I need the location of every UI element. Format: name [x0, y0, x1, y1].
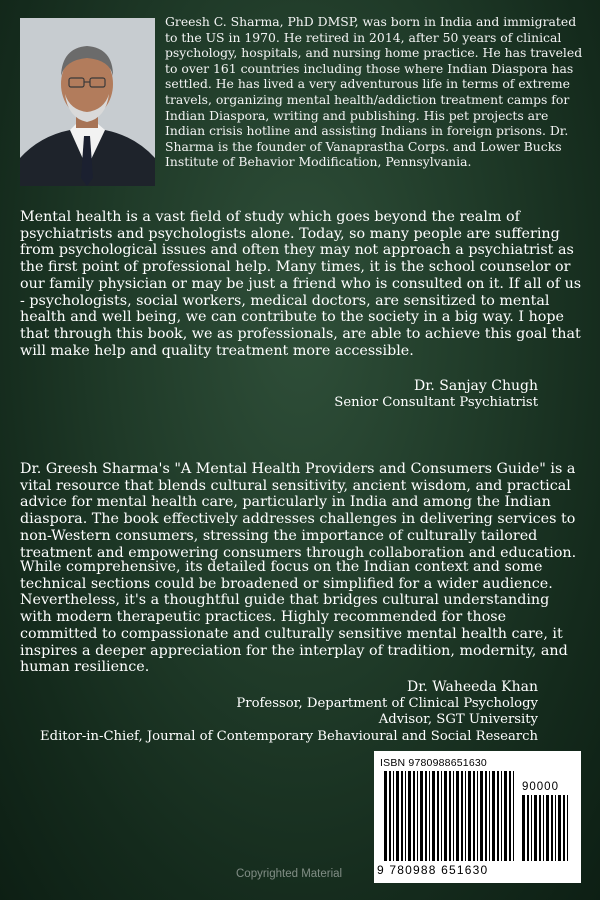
copyright-watermark: Copyrighted Material [236, 868, 343, 880]
endorser-title: Professor, Department of Clinical Psychology [236, 695, 538, 711]
isbn-digits: 9 780988 651630 [377, 863, 489, 877]
endorsement-2-signature [0, 679, 538, 745]
endorser-title: Advisor, SGT University [378, 712, 538, 727]
price-code: 90000 [522, 781, 559, 793]
author-bio: Greesh C. Sharma, PhD DMSP, was born in India and immigrated to the US in 1970. He retired in 2014, after 50 years of clinical psychology, hospitals, and nursing home practice. He has traveled to over 161 countries including those where Indian Diaspora has settled. He has lived a very adventurous life in terms of extreme travels, organizing mental health/addiction treatment camps for Indian Diaspora, writing and publishing. His pet projects are Indian crisis hotline and assisting Indians in foreign prisons. Dr. Sharma is the founder of Vanaprastha Corps. and Lower Bucks Institute of Behavior Modification, Pennsylvania. [165, 14, 583, 170]
endorser-name: Dr. Waheeda Khan [407, 679, 538, 695]
endorser-name: Dr. Sanjay Chugh [413, 378, 538, 394]
endorsement-1-signature [0, 378, 538, 411]
addon-barcode-bars [522, 795, 572, 861]
endorser-title: Editor-in-Chief, Journal of Contemporary Behavioural and Social Research [40, 728, 538, 744]
isbn-barcode [374, 751, 581, 883]
endorsement-2-text-1: Dr. Greesh Sharma's "A Mental Health Providers and Consumers Guide" is a vital resource that blends cultural sensitivity, ancient wisdom, and practical advice for mental health care, particularly in India and among the Indian diaspora. The book effectively addresses challenges in delivering services to non-Western consumers, stressing the importance of culturally tailored treatment and empowering consumers through collaboration and education. [20, 461, 577, 561]
endorser-title: Senior Consultant Psychiatrist [334, 394, 538, 410]
author-portrait-image [20, 18, 155, 186]
isbn-label: ISBN 9780988651630 [380, 757, 487, 769]
endorsement-2-text-2: While comprehensive, its detailed focus on the Indian context and some technical sections could be broadened or simplified for a wider audience. Nevertheless, it's a thoughtful guide that bridges cultural understanding with modern therapeutic practices. Highly recommended for those committed to compassionate and culturally sensitive mental health care, it inspires a deeper appreciation for the interplay of tradition, modernity, and human resilience. [20, 559, 568, 676]
endorsement-1-text: Mental health is a vast field of study which goes beyond the realm of psychiatrists and psychologists alone. Today, so many people are suffering from psychological issues and often they may not approach a psychiatrist as the first point of professional help. Many times, it is the school counselor or our family physician or may be just a friend who is consulted on it. If all of us - psychologists, social workers, medical doctors, are sensitized to mental health and well being, we can contribute to the society in a big way. I hope that through this book, we as professionals, are able to achieve this goal that will make help and quality treatment more accessible. [20, 209, 582, 359]
author-photo [20, 18, 155, 186]
ean-barcode-bars [384, 771, 516, 861]
